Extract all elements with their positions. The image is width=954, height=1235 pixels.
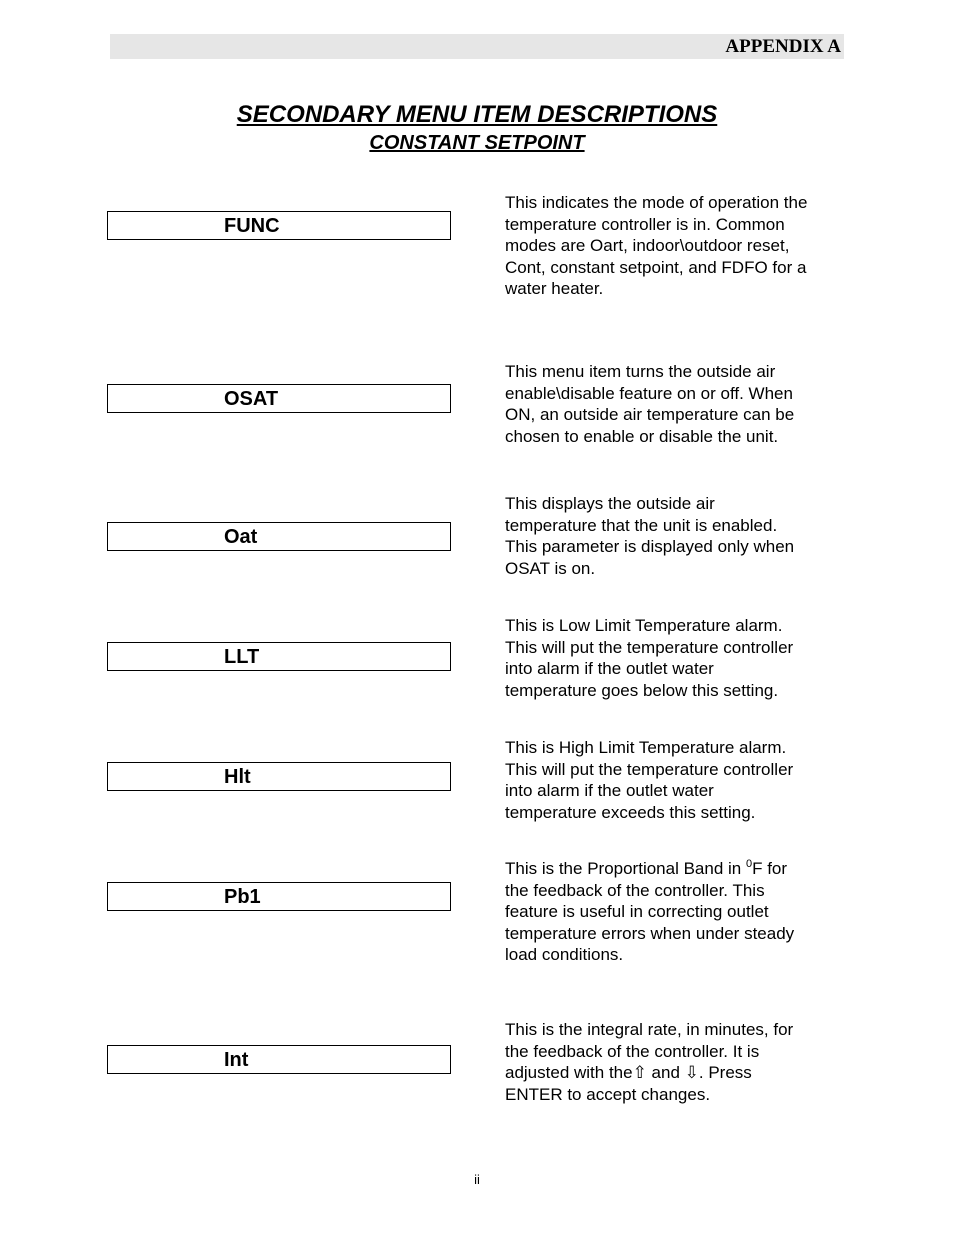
menu-item-label: Oat: [224, 526, 258, 548]
menu-item-func-description: [505, 192, 850, 300]
description-line: OSAT is on.: [505, 558, 596, 578]
menu-item-pb1-description: [505, 858, 850, 966]
menu-item-label: Int: [224, 1049, 249, 1071]
description-line: temperature errors when under steady: [505, 923, 795, 943]
description-line: load conditions.: [505, 945, 624, 965]
description-line: into alarm if the outlet water: [505, 659, 714, 679]
description-line: the feedback of the controller. This: [505, 880, 765, 900]
menu-item-label: LLT: [224, 646, 260, 668]
description-line: into alarm if the outlet water: [505, 781, 714, 801]
menu-item-oat-description: [505, 493, 850, 579]
description-line: chosen to enable or disable the unit.: [505, 426, 779, 446]
degree-superscript: 0: [745, 858, 753, 870]
menu-item-label: FUNC: [224, 215, 280, 237]
description-line: This is the integral rate, in minutes, for: [505, 1020, 794, 1039]
description-line: This is High Limit Temperature alarm.: [505, 738, 787, 757]
menu-item-int-box: [107, 1045, 451, 1074]
description-line: temperature controller is in. Common: [505, 214, 785, 234]
description-line: This will put the temperature controller: [505, 759, 794, 779]
description-line: ENTER to accept changes.: [505, 1084, 711, 1104]
menu-item-osat-description: [505, 361, 850, 447]
menu-item-label: Hlt: [224, 766, 251, 788]
menu-item-osat-box: [107, 384, 451, 413]
page-title: SECONDARY MENU ITEM DESCRIPTIONS: [236, 101, 718, 128]
description-line: This indicates the mode of operation the: [505, 193, 808, 212]
menu-item-pb1-box: [107, 882, 451, 911]
menu-item-label: Pb1: [224, 886, 261, 908]
menu-item-label: OSAT: [224, 388, 279, 410]
menu-item-func-box: [107, 211, 451, 240]
description-line: This is Low Limit Temperature alarm.: [505, 616, 783, 635]
description-line: temperature that the unit is enabled.: [505, 515, 778, 535]
description-line: the feedback of the controller. It is: [505, 1041, 760, 1061]
menu-item-oat-box: [107, 522, 451, 551]
appendix-header-bar: [110, 34, 844, 59]
description-line: This menu item turns the outside air: [505, 362, 776, 381]
appendix-label: APPENDIX A: [725, 36, 841, 57]
description-text: This is the Proportional Band in: [505, 859, 746, 878]
description-line: [505, 858, 850, 880]
page-number: ii: [474, 1172, 480, 1187]
description-line: This will put the temperature controller: [505, 637, 794, 657]
menu-item-int-description: [505, 1019, 850, 1105]
menu-item-hlt-description: [505, 737, 850, 823]
description-line: enable\disable feature on or off. When: [505, 383, 793, 403]
description-line: ON, an outside air temperature can be: [505, 405, 795, 425]
description-line: This displays the outside air: [505, 494, 715, 513]
description-text: F for: [752, 859, 788, 878]
menu-item-llt-box: [107, 642, 451, 671]
description-line: This parameter is displayed only when: [505, 537, 795, 557]
description-line: water heater.: [505, 279, 604, 299]
description-line: Cont, constant setpoint, and FDFO for a: [505, 257, 807, 277]
menu-item-hlt-box: [107, 762, 451, 791]
description-line: feature is useful in correcting outlet: [505, 902, 769, 922]
description-line: modes are Oart, indoor\outdoor reset,: [505, 236, 790, 256]
description-line: adjusted with the⇧ and ⇩. Press: [505, 1063, 752, 1083]
menu-item-llt-description: [505, 615, 850, 701]
description-line: temperature goes below this setting.: [505, 680, 779, 700]
description-line: temperature exceeds this setting.: [505, 802, 756, 822]
page-subtitle: CONSTANT SETPOINT: [369, 132, 585, 154]
